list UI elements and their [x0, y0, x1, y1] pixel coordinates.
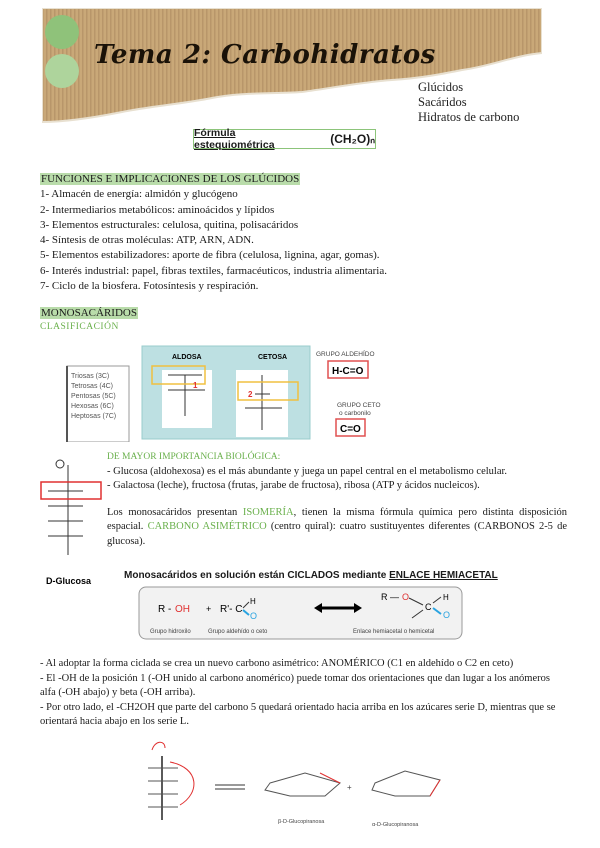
svg-text:+: + [347, 783, 352, 792]
list-item: 1- Almacén de energía: almidón y glucógeno [40, 188, 238, 201]
decor-circle-top [45, 15, 79, 49]
list-item: - El -OH de la posición 1 (-OH unido al carbono anomérico) puede tomar dos orientaciones que dan lugar a los anómeros alfa (-OH abajo) y beta (-OH arriba). [40, 672, 550, 698]
isomeria-paragraph [107, 506, 567, 550]
section-heading: FUNCIONES E IMPLICACIONES DE LOS GLÚCIDOS [41, 173, 300, 185]
alpha-label: α-D-Glucopiranosa [372, 822, 419, 828]
beta-ring [265, 773, 340, 796]
hemiacetal-title [124, 570, 498, 581]
funciones-section [40, 172, 387, 294]
grupo-aldehido-label: GRUPO ALDEHÍDO [316, 351, 375, 358]
list-item: 3- Elementos estructurales: celulosa, quitina, polisacáridos [40, 218, 299, 231]
svg-text:R —: R — [381, 592, 399, 602]
synonym: Hidratos de carbono [418, 110, 520, 124]
hemiacetal-reaction-diagram [138, 586, 464, 641]
list-item: - Por otro lado, el -CH2OH que parte del carbono 5 quedará orientado hacia arriba en los azúcares serie D, mientras que se orientará hacia abajo en los serie L. [40, 701, 556, 727]
grupo-ceto-label: GRUPO CETO [337, 402, 381, 409]
list-item: 6- Interés industrial: papel, fibras textiles, farmacéuticos, industria alimentaria. [40, 264, 387, 277]
formula-box [193, 129, 376, 149]
label-enlace: Enlace hemiacetal o hemicetal [353, 629, 435, 635]
grupo-ceto-formula: C=O [340, 424, 361, 435]
formula-value: (CH₂O)ₙ [330, 132, 375, 146]
aldosa-label: ALDOSA [172, 354, 202, 361]
anomerico-section [40, 657, 565, 730]
enlace-hemiacetal-term: ENLACE HEMIACETAL [389, 570, 498, 581]
o-label: O [402, 592, 410, 602]
list-item: - Glucosa (aldohexosa) es el más abundante y juega un papel central en el metabolismo celular. [107, 465, 508, 477]
r-label: R - [158, 604, 172, 615]
beta-label: β-D-Glucopiranosa [278, 819, 325, 825]
carbon-item: Pentosas (5C) [71, 393, 116, 400]
glucose-cyclization-diagram [140, 738, 450, 833]
text: , tienen la misma fórmula química pero distinta disposición espacial. [107, 506, 567, 532]
h-label: H [250, 597, 256, 606]
cetosa-label: CETOSA [258, 354, 288, 361]
clasificacion-heading: CLASIFICACIÓN [40, 322, 119, 332]
d-glucose-fischer-diagram [38, 455, 108, 590]
marker-2: 2 [248, 390, 253, 399]
list-item: 2- Intermediarios metabólicos: aminoácidos y lípidos [40, 203, 275, 216]
marker-1: 1 [193, 381, 198, 390]
rc-label: R'- C [220, 604, 243, 615]
carbono-asimetrico-term: CARBONO ASIMÉTRICO [147, 521, 267, 532]
o-label: O [443, 610, 451, 620]
section-heading: DE MAYOR IMPORTANCIA BIOLÓGICA: [107, 452, 281, 462]
oh-label: OH [175, 604, 190, 615]
importancia-section [107, 450, 567, 549]
text: Monosacáridos en solución están CICLADOS mediante [124, 570, 390, 581]
list-item: 4- Síntesis de otras moléculas: ATP, ARN, ADN. [40, 234, 254, 247]
formula-label: Fórmula estequiométrica [194, 127, 275, 151]
list-item: 7- Ciclo de la biosfera. Fotosíntesis y respiración. [40, 280, 259, 293]
list-item: - Galactosa (leche), fructosa (frutas, jarabe de fructosa), ribosa (ATP y ácidos nucleicos). [107, 480, 480, 491]
monosacaridos-heading [40, 306, 138, 321]
list-item: - Al adoptar la forma ciclada se crea un nuevo carbono asimétrico: ANOMÉRICO (C1 en aldehído o C2 en ceto) [40, 658, 514, 669]
svg-text:C: C [425, 602, 432, 612]
carbon-item: Tetrosas (4C) [71, 383, 114, 390]
carbon-item: Heptosas (7C) [71, 413, 117, 420]
carbon-item: Hexosas (6C) [71, 403, 114, 410]
isomeria-term: ISOMERÍA [242, 506, 294, 518]
alpha-ring [372, 771, 440, 796]
grupo-aldehido-formula: H-C=O [332, 366, 364, 377]
synonym: Sacáridos [418, 95, 467, 109]
page-title: Tema 2: Carbohidratos [94, 40, 436, 70]
carbon-item: Triosas (3C) [71, 373, 110, 380]
d-glucose-caption: D-Glucosa [46, 576, 92, 586]
o-label: O [250, 611, 258, 621]
plus-sign: + [206, 604, 212, 614]
classification-diagram [60, 342, 400, 442]
label-aldehido: Grupo aldehído o ceto [208, 629, 268, 635]
text: (centro quiral): cuatro sustituyentes diferentes (CARBONOS 2-5 de glucosa). [107, 521, 567, 547]
synonym: Glúcidos [418, 80, 464, 94]
section-heading: MONOSACÁRIDOS [41, 307, 137, 319]
list-item: 5- Elementos estabilizadores: aporte de fibra (celulosa, lignina, agar, gomas). [40, 249, 380, 262]
text: Los monosacáridos presentan [107, 506, 243, 518]
h-label: H [443, 593, 449, 602]
decor-circle-bottom [45, 54, 79, 88]
grupo-ceto-label: o carbonilo [339, 410, 371, 417]
label-hidroxilo: Grupo hidroxilo [150, 629, 191, 635]
